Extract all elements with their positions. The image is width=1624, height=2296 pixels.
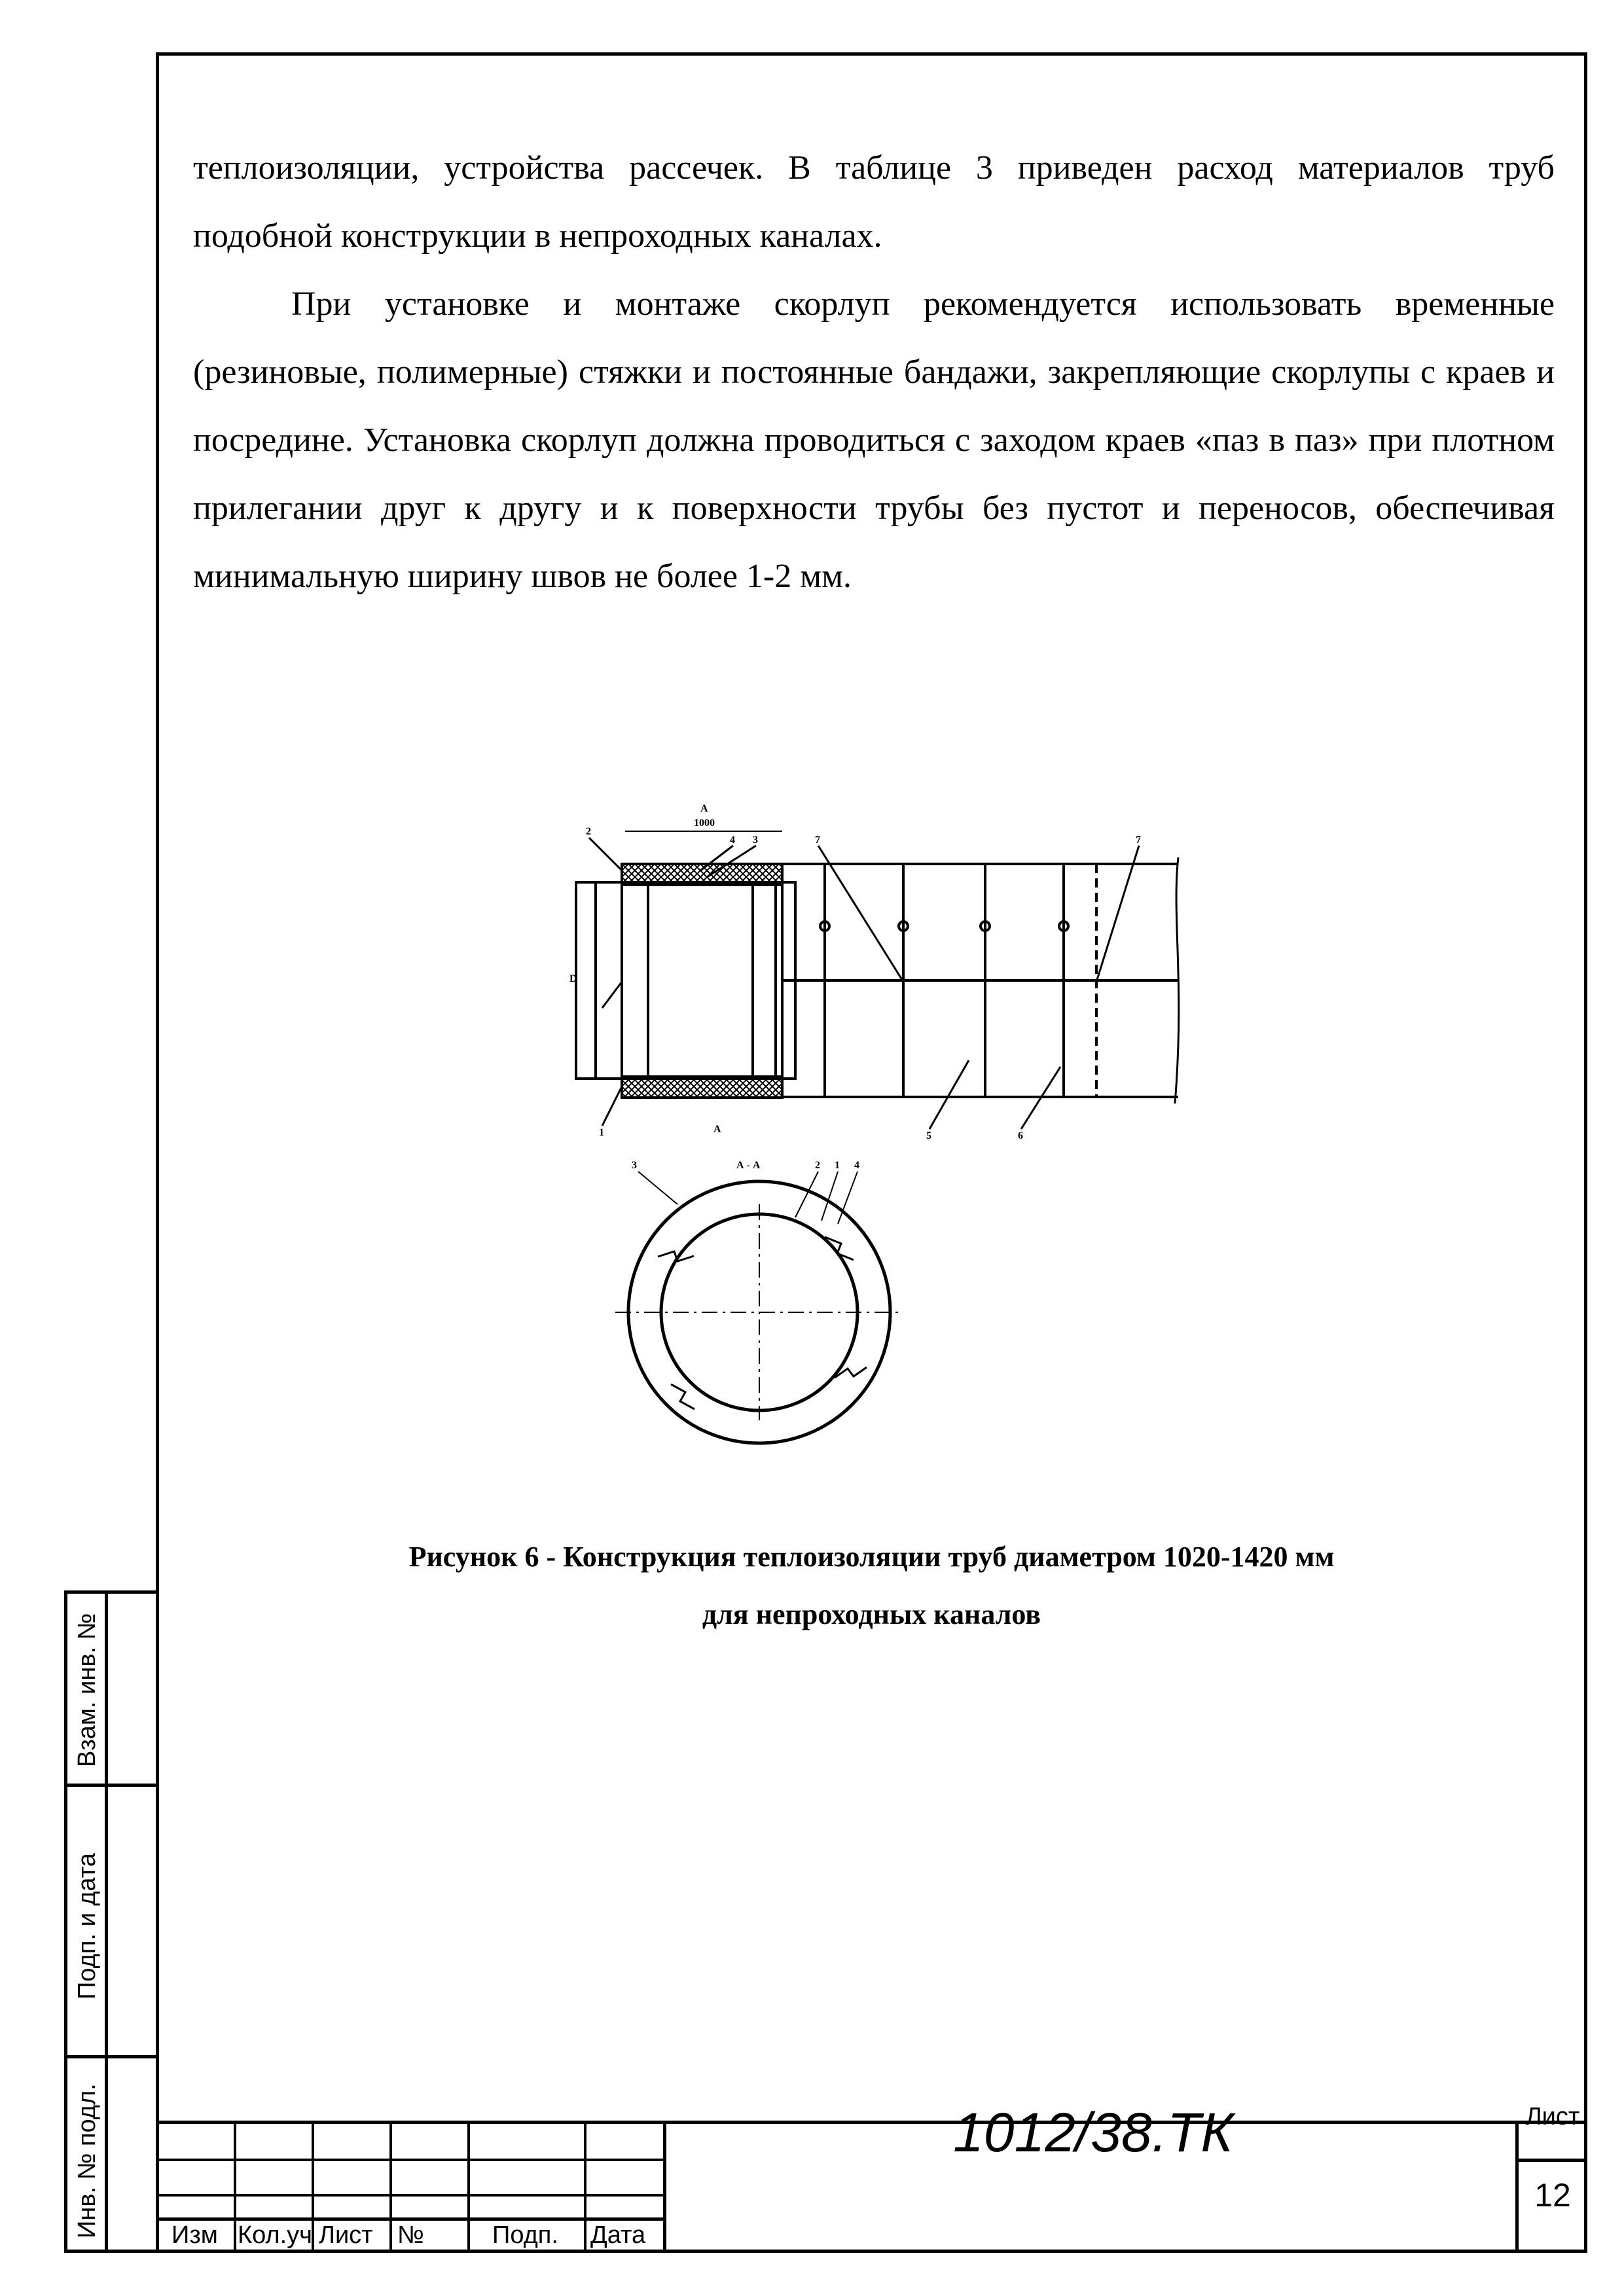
paragraph-2: При установке и монтаже скорлуп рекомендуется использовать временные (резиновые, полимерные) стяжки и постоянные бандажи, закрепляющие скорлупы с краев и посредине. Установка скорлуп должна проводиться с заходом краев «паз в паз» при плотном прилегании друг к другу и к поверхности трубы без пустот и переносов, обеспечивая минимальную ширину швов не более 1-2 мм. xyxy=(193,285,1555,595)
document-code: 1012/38.ТК xyxy=(953,2102,1233,2163)
section-label-3: 3 xyxy=(632,1160,637,1171)
side-divider xyxy=(105,1590,108,2253)
figure-caption-line1: Рисунок 6 - Конструкция теплоизоляции труб диаметром 1020-1420 мм xyxy=(408,1541,1335,1573)
label-6: 6 xyxy=(1018,1130,1023,1141)
sheet-number: 12 xyxy=(1534,2177,1571,2214)
side-label-vzam: Взам. инв. № xyxy=(73,1613,101,1767)
section-label-4: 4 xyxy=(854,1160,859,1171)
label-4: 4 xyxy=(730,834,735,846)
side-label-inv: Инв. № подл. xyxy=(73,2083,101,2238)
body-text xyxy=(193,134,1555,611)
label-2: 2 xyxy=(586,826,591,837)
title-podp: Подп. xyxy=(492,2221,558,2249)
label-dim: 1000 xyxy=(694,817,715,829)
pipe-elevation-view xyxy=(576,857,1179,1103)
label-7b: 7 xyxy=(1136,834,1141,846)
paragraph-1: теплоизоляции, устройства рассечек. В таблице 3 приведен расход материалов труб подобной конструкции в непроходных каналах. xyxy=(193,149,1555,255)
insulation-bottom xyxy=(622,1077,782,1098)
label-3: 3 xyxy=(753,834,758,846)
title-block-row1 xyxy=(156,2159,664,2161)
figure-labels xyxy=(569,803,1141,1171)
sheet-cell-divider xyxy=(1517,2159,1587,2162)
col-line-4 xyxy=(467,2121,470,2251)
label-a-top: А xyxy=(700,803,708,814)
col-line-1 xyxy=(234,2121,236,2251)
title-block-row3 xyxy=(156,2217,664,2221)
pipe-body xyxy=(576,882,795,1079)
label-7a: 7 xyxy=(815,834,820,846)
pipe-insulation-drawing xyxy=(563,785,1191,1538)
sheet-label: Лист xyxy=(1525,2103,1580,2130)
label-a-bottom: А xyxy=(713,1124,721,1135)
insulation-top xyxy=(622,864,782,885)
title-data: Дата xyxy=(590,2221,646,2249)
label-5: 5 xyxy=(926,1130,931,1141)
section-title: А - А xyxy=(736,1160,761,1171)
col-line-5 xyxy=(584,2121,586,2251)
label-d: D xyxy=(569,973,577,984)
label-1: 1 xyxy=(599,1127,604,1138)
side-label-podp: Подп. и дата xyxy=(73,1853,101,2000)
section-label-2: 2 xyxy=(815,1160,820,1171)
col-line-3 xyxy=(389,2121,392,2251)
title-izm: Изм xyxy=(171,2221,218,2249)
title-list: Лист xyxy=(319,2221,373,2249)
title-block-row2 xyxy=(156,2194,664,2197)
figure-caption-line2: для непроходных каналов xyxy=(702,1598,1041,1630)
title-kol-uch: Кол.уч xyxy=(238,2221,312,2249)
title-no: № xyxy=(397,2221,424,2249)
figure-drawing xyxy=(563,785,1191,1538)
section-view xyxy=(615,1172,903,1443)
section-label-1: 1 xyxy=(835,1160,840,1171)
